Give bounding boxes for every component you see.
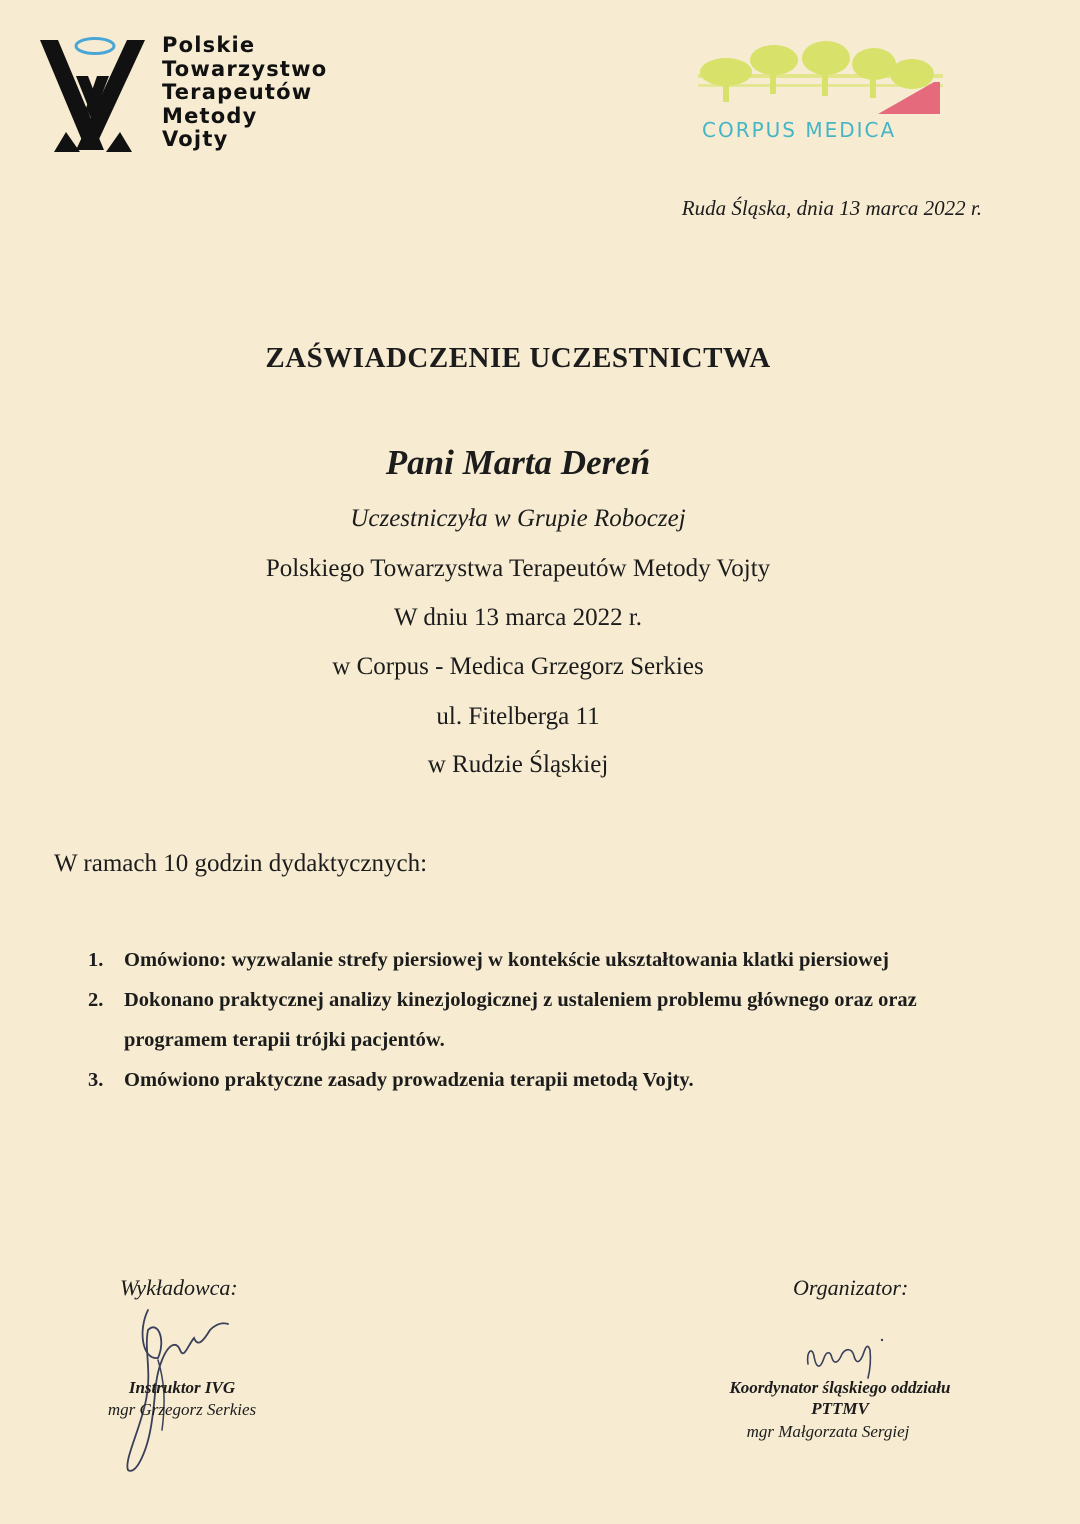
- list-item-text: Omówiono: wyzwalanie strefy piersiowej w kontekście ukształtowania klatki piersiowej: [124, 949, 889, 971]
- document-title: ZAŚWIADCZENIE UCZESTNICTWA: [265, 342, 771, 374]
- lecturer-name: mgr Grzegorz Serkies: [107, 1400, 257, 1419]
- pttmv-logo-line: Polskie: [162, 33, 256, 57]
- organizer-signature: [800, 1334, 890, 1384]
- list-item: [88, 1060, 988, 1100]
- trees-icon: [698, 38, 948, 118]
- topics-list: [88, 940, 988, 1100]
- pttmv-logo-line: Metody: [162, 103, 258, 128]
- list-item: [88, 940, 988, 980]
- organizer-label: Organizator:: [793, 1275, 909, 1300]
- corpus-medica-logo-text: CORPUS MEDICA: [702, 118, 897, 142]
- list-item-number: 1.: [88, 949, 104, 971]
- organizer-name: mgr Małgorzata Sergiej: [746, 1422, 910, 1441]
- lecturer-label: Wykładowca:: [120, 1275, 238, 1300]
- pttmv-logo-line: Towarzystwo: [162, 56, 328, 81]
- recipient-name: Pani Marta Dereń: [385, 443, 651, 482]
- organization-line: Polskiego Towarzystwa Terapeutów Metody Vojty: [265, 555, 771, 582]
- pttmv-logo: [40, 33, 400, 154]
- pttmv-logo-line: Vojty: [162, 127, 229, 152]
- street-line: ul. Fitelberga 11: [436, 703, 600, 730]
- hours-intro: W ramach 10 godzin dydaktycznych:: [54, 850, 428, 877]
- city-line: w Rudzie Śląskiej: [427, 751, 609, 778]
- list-item-number: 3.: [88, 1069, 104, 1091]
- venue-line: w Corpus - Medica Grzegorz Serkies: [332, 653, 704, 680]
- corpus-medica-logo: [698, 38, 948, 148]
- organizer-role: Koordynator śląskiego oddziału: [729, 1378, 951, 1397]
- list-item: [88, 980, 988, 1060]
- lecturer-role: Instruktor IVG: [128, 1378, 236, 1397]
- list-item-text: Dokonano praktycznej analizy kinezjologicznej z ustaleniem problemu głównego oraz oraz programem terapii trójki pacjentów.: [124, 989, 917, 1051]
- pttmv-logo-line: Terapeutów: [162, 80, 313, 105]
- participation-line: Uczestniczyła w Grupie Roboczej: [350, 505, 686, 532]
- pttmv-logo-icon: [40, 36, 150, 152]
- list-item-text: Omówiono praktyczne zasady prowadzenia terapii metodą Vojty.: [124, 1069, 694, 1091]
- event-date-line: W dniu 13 marca 2022 r.: [393, 604, 643, 631]
- pttmv-logo-text: [162, 34, 327, 152]
- place-date: Ruda Śląska, dnia 13 marca 2022 r.: [681, 196, 982, 220]
- list-item-number: 2.: [88, 989, 104, 1011]
- organizer-role-abbr: PTTMV: [811, 1399, 869, 1418]
